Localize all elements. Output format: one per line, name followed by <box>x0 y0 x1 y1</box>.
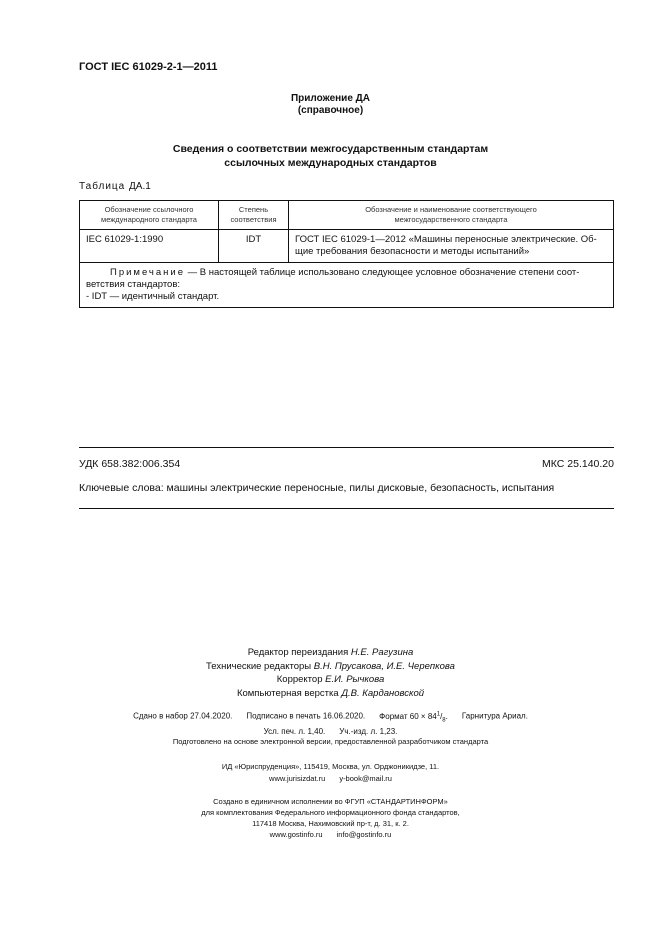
keywords: Ключевые слова: машины электрические переносные, пилы дисковые, безопасность, испытания <box>79 482 555 494</box>
producer-contacts <box>0 829 661 840</box>
publisher-email-link[interactable]: y-book@mail.ru <box>339 774 392 783</box>
table-note-row <box>80 263 614 308</box>
section-title-line1: Сведения о соответствии межгосударственным стандартам <box>172 143 489 155</box>
producer-block <box>0 796 661 840</box>
note-text: — В настоящей таблице использовано следующее условное обозначение степени соот- <box>185 267 580 278</box>
producer-line: для комплектования Федерального информационного фонда стандартов, <box>201 808 460 817</box>
credit-role: Компьютерная верстка <box>236 687 339 699</box>
annex-subtitle: (справочное) <box>297 105 364 116</box>
note-line <box>86 267 607 279</box>
publisher-block <box>0 761 661 785</box>
credit-role: Корректор <box>276 674 323 685</box>
table-note <box>80 263 614 308</box>
note-label: Примечание <box>110 267 185 278</box>
producer-line: 117418 Москва, Нахимовский пр-т, д. 31, к. 2. <box>252 819 409 828</box>
publisher-site-link[interactable]: www.jurisizdat.ru <box>269 774 326 783</box>
note-line: ветствия стандартов: <box>86 279 181 290</box>
table-caption <box>79 181 151 192</box>
credit-tech <box>0 660 661 674</box>
credit-role: Редактор переиздания <box>247 647 349 658</box>
degree-cell: IDT <box>219 230 289 263</box>
imprint-line1 <box>0 708 661 726</box>
credit-role: Технические редакторы <box>206 660 312 672</box>
mks-code: МКС 25.140.20 <box>542 458 614 470</box>
national-standard-cell <box>289 230 614 263</box>
divider <box>79 508 614 509</box>
producer-line: Создано в единичном исполнении во ФГУП «СТАНДАРТИНФОРМ» <box>213 797 448 806</box>
correspondence-table <box>79 200 614 308</box>
publisher-line: ИД «Юриспруденция», 115419, Москва, ул. Орджоникидзе, 11. <box>221 762 440 771</box>
imprint-typeface: Гарнитура Ариал. <box>461 711 528 721</box>
table-header-cell <box>80 201 219 230</box>
producer-email-link[interactable]: info@gostinfo.ru <box>336 830 392 839</box>
publisher-contacts <box>0 773 661 785</box>
prepared-note: Подготовлено на основе электронной версии, предоставленной разработчиком стандарта <box>172 737 489 746</box>
credits <box>0 646 661 700</box>
format-den: 8 <box>442 717 446 724</box>
udc-code: УДК 658.382:006.354 <box>79 458 181 470</box>
table-row <box>80 230 614 263</box>
national-line: щие требования безопасности и методы испытаний» <box>295 246 530 257</box>
credit-name: Е.И. Рычкова <box>325 674 385 685</box>
format-prefix: Формат 60 × 84 <box>379 711 437 721</box>
imprint <box>0 708 661 738</box>
table-header-cell <box>219 201 289 230</box>
table-caption-word: Таблица <box>79 181 126 192</box>
imprint-typeset: Сдано в набор 27.04.2020. <box>133 711 233 721</box>
credit-proof <box>0 673 661 687</box>
divider <box>79 447 614 448</box>
imprint-format: Формат $60 \times 84^1/_8$. <box>379 711 448 724</box>
header-line: Обозначение и наименование соответствующего <box>365 205 537 214</box>
table-caption-number: ДА.1 <box>129 181 151 192</box>
reference-standard-cell: IEC 61029-1:1990 <box>80 230 219 263</box>
national-line: ГОСТ IEC 61029-1—2012 «Машины переносные электрические. Об- <box>295 234 597 245</box>
header-line: Обозначение ссылочного <box>104 205 194 214</box>
format-suffix: . <box>445 711 448 721</box>
credit-layout <box>0 687 661 701</box>
header-line: Степень <box>238 205 269 214</box>
annex-title: Приложение ДА <box>290 93 371 104</box>
credit-name: Д.В. Кардановской <box>341 687 425 699</box>
table-header-cell <box>289 201 614 230</box>
standard-code: ГОСТ IEC 61029-2-1—2011 <box>79 61 218 73</box>
section-title <box>0 142 661 170</box>
table-header-row <box>80 201 614 230</box>
header-line: соответствия <box>230 215 277 224</box>
credit-name: Н.Е. Рагузина <box>350 647 414 658</box>
imprint-pub-sheets: Уч.-изд. л. 1,23. <box>339 727 398 737</box>
section-title-line2: ссылочных международных стандартов <box>224 157 437 169</box>
header-line: международного стандарта <box>101 215 197 224</box>
producer-site-link[interactable]: www.gostinfo.ru <box>269 830 323 839</box>
credit-name: В.Н. Прусакова, И.Е. Черепкова <box>313 660 455 672</box>
header-line: межгосударственного стандарта <box>394 215 508 224</box>
imprint-print-sheets: Усл. печ. л. 1,40. <box>263 727 326 737</box>
credit-editor <box>0 646 661 660</box>
note-line: - IDT — идентичный стандарт. <box>86 291 220 302</box>
format-num: 1 <box>436 711 441 717</box>
imprint-signed: Подписано в печать 16.06.2020. <box>246 711 366 721</box>
